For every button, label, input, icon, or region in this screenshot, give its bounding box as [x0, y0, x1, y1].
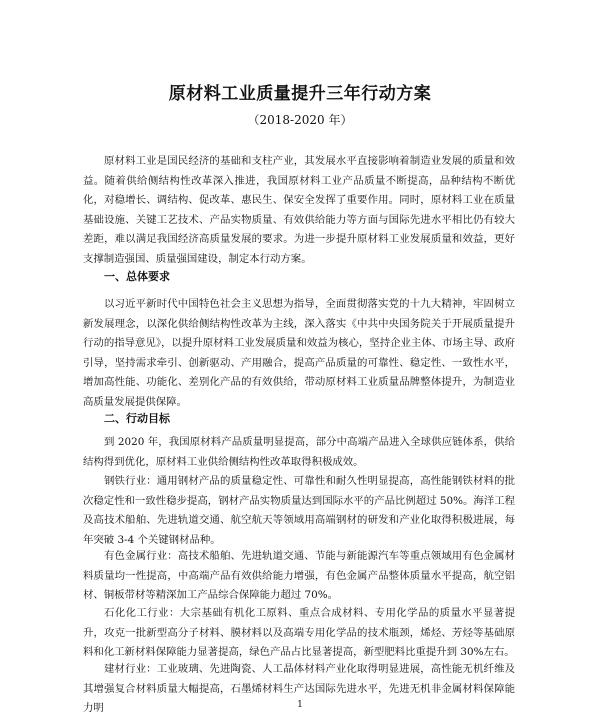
- intro-paragraph: 原材料工业是国民经济的基础和支柱产业，其发展水平直接影响着制造业发展的质量和效益。随着供给侧结构性改革深入推进，我国原材料工业产品质量不断提高，品种结构不断优化，对稳增长、调结构、促改革、惠民生、保安全发挥了重要作用。同时，原材料工业在质量基础设施、关键工艺技术、产品实物质量、有效供给能力等方面与国际先进水平相比仍有较大差距，难以满足我国经济高质量发展的要求。为进一步提升原材料工业发展质量和效益，更好支撑制造强国、质量强国建设，制定本行动方案。: [83, 155, 515, 265]
- document-subtitle: （2018-2020 年）: [247, 113, 353, 127]
- nonferrous-paragraph: 有色金属行业：高技术船舶、先进轨道交通、节能与新能源汽车等重点领域用有色金属材料质量均一性提高，中高端产品有效供给能力增强，有色金属产品整体质量水平提高，航空铝材、铜板带材等精深加工产品综合保障能力超过 70%。: [83, 550, 515, 602]
- section-heading-general: 一、总体要求: [104, 270, 170, 283]
- building-materials-paragraph: 建材行业：工业玻璃、先进陶瓷、人工晶体材料产业化取得明显进展，高性能无机纤维及其增强复合材料质量大幅提高，石墨烯材料生产达国际先进水平，先进无机非金属材料保障能力明: [83, 663, 515, 715]
- steel-paragraph: 钢铁行业：通用钢材产品的质量稳定性、可靠性和耐久性明显提高，高性能钢铁材料的批次稳定性和一致性稳步提高，钢材产品实物质量达到国际水平的产品比例超过 50%。海洋工程及高技术船舶、先进轨道交通、航空航天等领域用高端钢材的研发和产业化取得积极进展，每年突破 3-4 个关键钢材品种。: [83, 475, 515, 546]
- petrochem-paragraph: 石化化工行业：大宗基础有机化工原料、重点合成材料、专用化学品的质量水平显著提升，攻克一批新型高分子材料、膜材料以及高端专用化学品的技术瓶颈，烯烃、芳烃等基础原料和化工新材料保障能力显著提高，绿色产品占比显著提高，新型肥料比重提升到 30%左右。: [83, 607, 515, 659]
- general-requirements-paragraph: 以习近平新时代中国特色社会主义思想为指导，全面贯彻落实党的十九大精神，牢固树立新发展理念，以深化供给侧结构性改革为主线，深入落实《中共中央国务院关于开展质量提升行动的指导意见》，以提升原材料工业发展质量和效益为核心，坚持企业主体、市场主导、政府引导，坚持需求牵引、创新驱动、产用融合，提高产品质量的可靠性、稳定性、一致性水平，增加高性能、功能化、差别化产品的有效供给，带动原材料工业质量品牌整体提升，为制造业高质量发展提供保障。: [83, 298, 515, 408]
- section-heading-goals: 二、行动目标: [104, 412, 170, 425]
- page-number: 1: [297, 700, 303, 710]
- document-title: 原材料工业质量提升三年行动方案: [168, 84, 432, 104]
- goals-intro-paragraph: 到 2020 年，我国原材料产品质量明显提高，部分中高端产品进入全球供应链体系，供给结构得到优化，原材料工业供给侧结构性改革取得积极成效。: [83, 436, 515, 468]
